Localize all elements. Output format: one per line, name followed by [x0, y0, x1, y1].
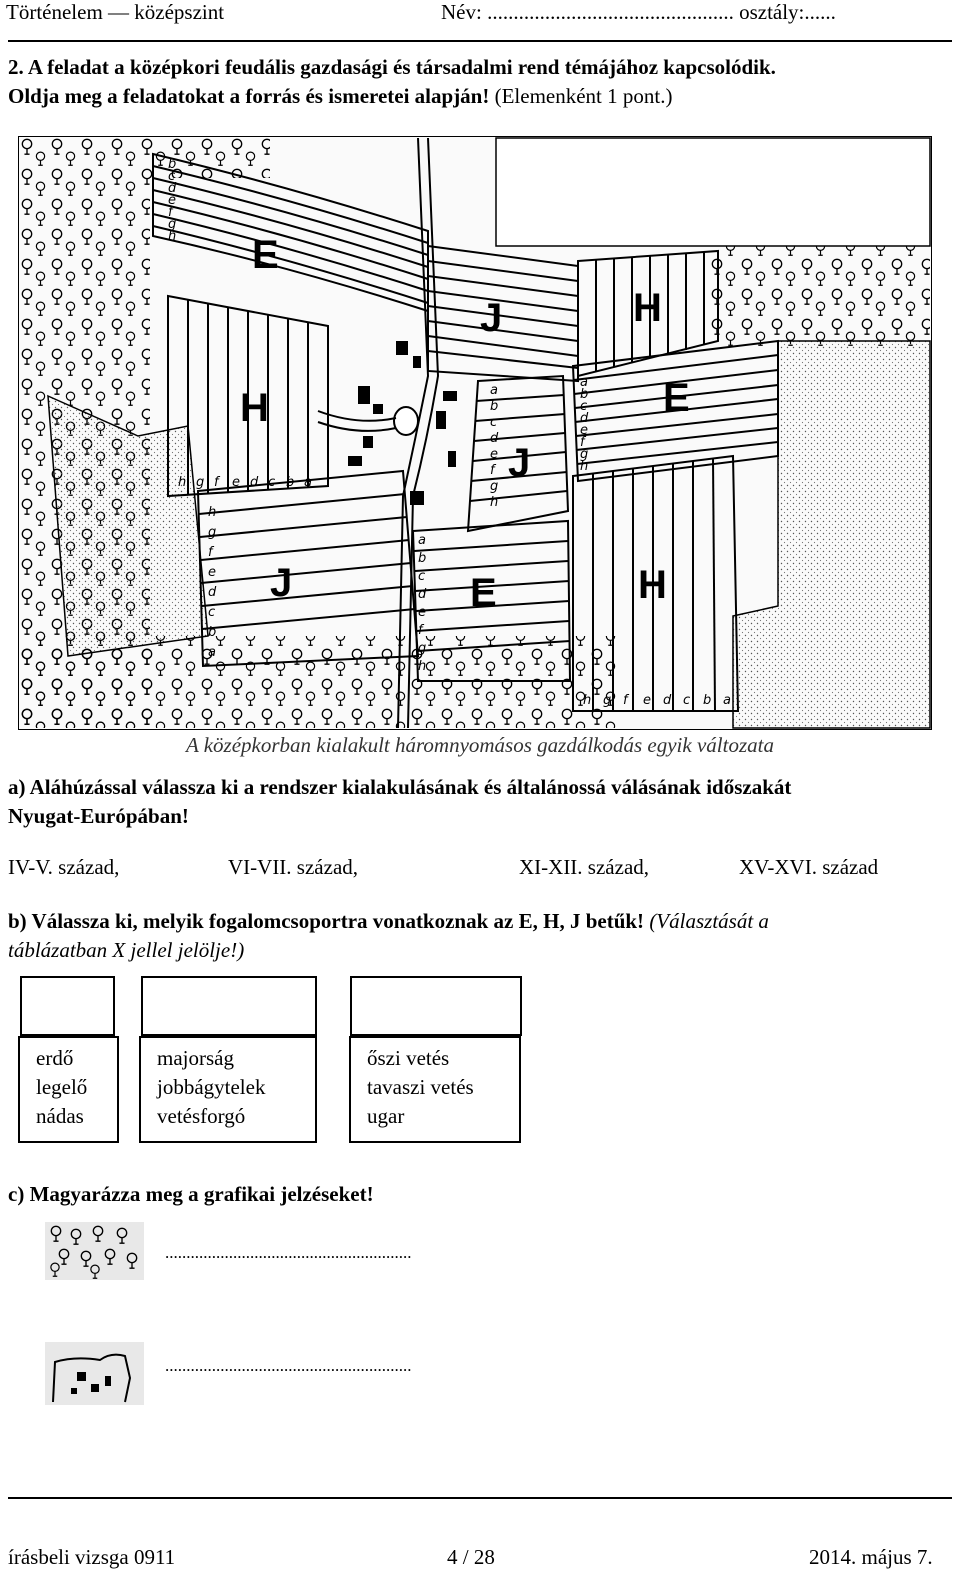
field-label-j-lower: J: [270, 561, 293, 605]
field-label-j-top: J: [480, 296, 503, 340]
part-c-prompt: c) Magyarázza meg a grafikai jelzéseket!: [8, 1182, 374, 1206]
strip-letter: a: [723, 693, 731, 708]
footer-exam-code: írásbeli vizsga 0911: [8, 1545, 176, 1569]
strip-letter: f: [208, 545, 213, 560]
forest-symbol: [45, 1222, 144, 1280]
field-label-h-lower: H: [638, 563, 667, 607]
field-label-h-left: H: [240, 386, 269, 430]
strip-letter: f: [214, 475, 219, 490]
term: vetésforgó: [157, 1104, 246, 1128]
option-iv-v-century[interactable]: IV-V. század,: [8, 855, 120, 879]
task-title-line1: 2. A feladat a középkori feudális gazdasági és társadalmi rend témájához kapcsolódik.: [8, 55, 776, 79]
strip-letter: h: [208, 505, 217, 520]
answer-box-2[interactable]: [141, 976, 317, 1036]
strip-letter: b: [286, 475, 295, 490]
term: nádas: [36, 1104, 84, 1128]
strip-letter: h: [490, 495, 499, 510]
strip-letter: a: [490, 383, 498, 398]
strip-letter: h: [418, 659, 427, 674]
option-vi-vii-century[interactable]: VI-VII. század,: [228, 855, 359, 879]
part-b-question: b) Válassza ki, melyik fogalomcsoportra vonatkoznak az E, H, J betűk!: [8, 909, 645, 933]
strip-letter: a: [418, 533, 426, 548]
field-label-j-center: J: [508, 441, 531, 485]
header-subject: Történelem — középszint: [6, 0, 225, 24]
three-field-map-drawing: [18, 136, 932, 730]
strip-letter: g: [418, 641, 427, 656]
strip-letter: e: [232, 475, 240, 490]
strip-letter: f: [168, 205, 173, 220]
strip-letter: d: [418, 587, 427, 602]
answer-line-forest[interactable]: ..........................................................: [165, 1243, 412, 1262]
answer-line-village[interactable]: ..........................................................: [165, 1356, 412, 1375]
strip-letter: c: [208, 605, 216, 620]
header-name-field: Név: ............................................... osztály:......: [441, 0, 836, 24]
term: őszi vetés: [367, 1046, 450, 1070]
strip-letter: h: [583, 693, 592, 708]
village-symbol: [45, 1342, 144, 1405]
strip-letter: e: [490, 447, 498, 462]
strip-letter: g: [196, 475, 205, 490]
header-rule: [8, 40, 952, 42]
term: erdő: [36, 1046, 74, 1070]
strip-letter: c: [580, 399, 588, 414]
strip-letter: d: [490, 431, 499, 446]
strip-letter: g: [208, 525, 217, 540]
field-label-h-top: H: [633, 286, 662, 330]
strip-letter: c: [418, 569, 426, 584]
strip-letter: d: [250, 475, 259, 490]
strip-letter: d: [168, 181, 177, 196]
term-group-3: [349, 1036, 521, 1143]
footer-rule: [8, 1497, 952, 1499]
strip-letter: h: [168, 229, 177, 244]
strip-letter: e: [643, 693, 651, 708]
term: majorság: [157, 1046, 234, 1070]
field-label-e-top: E: [252, 233, 279, 277]
task-title-line2: [8, 82, 672, 111]
strip-letter: b: [418, 551, 427, 566]
part-a-prompt-line1: a) Aláhúzással válassza ki a rendszer kialakulásának és általánossá válásának időszakát: [8, 775, 792, 799]
strip-letter: a: [580, 375, 588, 390]
field-label-e-right: E: [663, 376, 690, 420]
strip-letter: e: [580, 423, 588, 438]
term-group-1: [18, 1036, 119, 1143]
strip-letter: a: [304, 475, 312, 490]
strip-letter: c: [490, 415, 498, 430]
three-field-map: [18, 136, 932, 730]
term: ugar: [367, 1104, 405, 1128]
task-instruction: Oldja meg a feladatokat a forrás és ismeretei alapján!: [8, 84, 490, 108]
strip-letter: b: [168, 157, 177, 172]
strip-letter: g: [490, 479, 499, 494]
strip-letter: b: [580, 387, 589, 402]
strip-letter: f: [580, 435, 585, 450]
strip-letter: c: [268, 475, 276, 490]
strip-letter: b: [490, 399, 499, 414]
strip-letter: f: [623, 693, 628, 708]
strip-letter: c: [168, 169, 176, 184]
map-caption: A középkorban kialakult háromnyomásos gazdálkodás egyik változata: [186, 733, 774, 757]
part-b-prompt: [8, 907, 952, 936]
part-b-hint-1: (Választását a: [644, 909, 769, 933]
strip-letter: f: [490, 463, 495, 478]
strip-letter: d: [580, 411, 589, 426]
answer-box-1[interactable]: [20, 976, 115, 1036]
part-b-hint-2: táblázatban X jellel jelölje!): [8, 938, 245, 962]
strip-letter: e: [168, 193, 176, 208]
term: tavaszi vetés: [367, 1075, 474, 1099]
strip-letter: d: [663, 693, 672, 708]
option-xi-xii-century[interactable]: XI-XII. század,: [519, 855, 650, 879]
answer-box-3[interactable]: [350, 976, 522, 1036]
strip-letter: a: [208, 645, 216, 660]
strip-letter: e: [208, 565, 216, 580]
strip-letter: h: [580, 459, 589, 474]
strip-letter: c: [683, 693, 691, 708]
strip-letter: h: [178, 475, 187, 490]
field-label-e-lower: E: [470, 571, 497, 615]
strip-letter: g: [603, 693, 612, 708]
task-points: (Elemenként 1 pont.): [489, 84, 673, 108]
footer-date: 2014. május 7.: [809, 1545, 933, 1569]
term: jobbágytelek: [157, 1075, 266, 1099]
strip-letter: f: [418, 623, 423, 638]
strip-letter: b: [208, 625, 217, 640]
term-group-2: [139, 1036, 317, 1143]
option-xv-xvi-century[interactable]: XV-XVI. század: [739, 855, 879, 879]
footer-page-number: 4 / 28: [447, 1545, 495, 1569]
part-a-prompt-line2: Nyugat-Európában!: [8, 804, 189, 828]
strip-letter: d: [208, 585, 217, 600]
strip-letter: e: [418, 605, 426, 620]
strip-letter: g: [168, 217, 177, 232]
strip-letter: g: [580, 447, 589, 462]
strip-letter: b: [703, 693, 712, 708]
term: legelő: [36, 1075, 88, 1099]
